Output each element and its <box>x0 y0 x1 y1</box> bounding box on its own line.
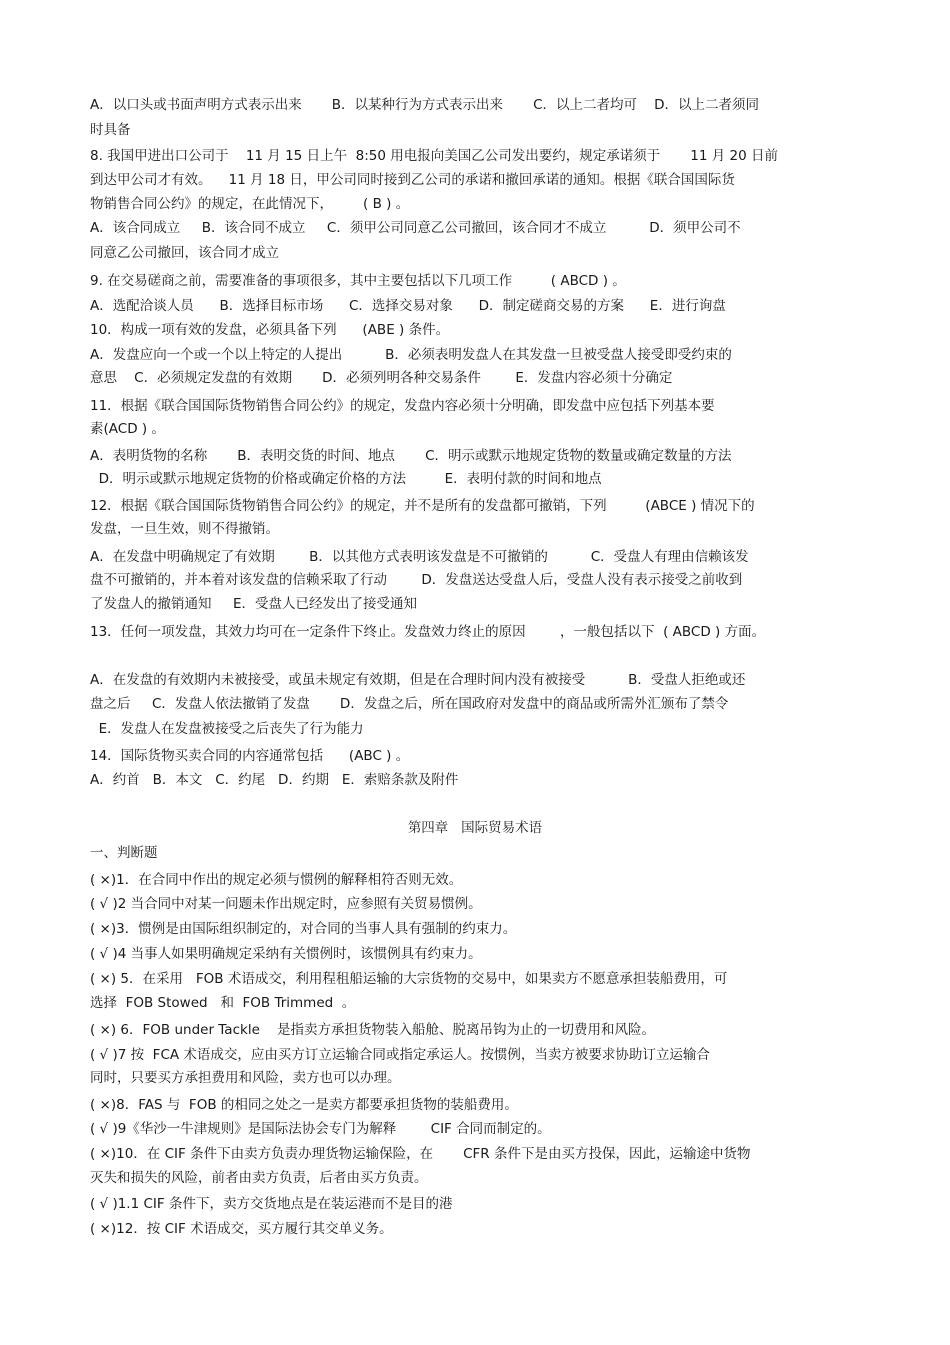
text-line: ( √ )7 按 FCA 术语成交，应由买方订立运输合同或指定承运人。按惯例，当卖方被要求协助订立运输合 <box>90 1047 710 1063</box>
text-line: E．发盘人在发盘被接受之后丧失了行为能力 <box>90 721 364 737</box>
text-line: A．以口头或书面声明方式表示出来 B．以某种行为方式表示出来 C．以上二者均可 D．以上二者须同 <box>90 97 760 113</box>
text-line: A．该合同成立 B．该合同不成立 C．须甲公司同意乙公司撤回，该合同才不成立 D．须甲公司不 <box>90 220 741 236</box>
text-line: ( ×) 5．在采用 FOB 术语成交，利用程租船运输的大宗货物的交易中，如果卖方不愿意承担装船费用，可 <box>90 971 728 987</box>
text-line: ( ×)12．按 CIF 术语成交，买方履行其交单义务。 <box>90 1221 393 1237</box>
text-line: ( √ )2 当合同中对某一问题未作出规定时，应参照有关贸易惯例。 <box>90 896 482 912</box>
text-line: 盘不可撤销的，并本着对该发盘的信赖采取了行动 D．发盘送达受盘人后，受盘人没有表示接受之前收到 <box>90 572 743 588</box>
text-line: 到达甲公司才有效。 11 月 18 日，甲公司同时接到乙公司的承诺和撤回承诺的通知。根据《联合国国际货 <box>90 172 735 188</box>
text-line: 时具备 <box>90 122 131 138</box>
text-line: 同意乙公司撤回，该合同才成立 <box>90 245 279 261</box>
text-line: ( √ )4 当事人如果明确规定采纳有关惯例时，该惯例具有约束力。 <box>90 946 482 962</box>
text-line: 11．根据《联合国国际货物销售合同公约》的规定，发盘内容必须十分明确，即发盘中应包括下列基本要 <box>90 398 715 414</box>
text-line: A．在发盘中明确规定了有效期 B．以其他方式表明该发盘是不可撤销的 C．受盘人有理由信赖该发 <box>90 549 749 565</box>
text-line: 素(ACD ) 。 <box>90 421 165 437</box>
text-line: 盘之后 C．发盘人依法撤销了发盘 D．发盘之后，所在国政府对发盘中的商品或所需外汇颁布了禁令 <box>90 696 729 712</box>
text-line: A．在发盘的有效期内未被接受，或虽未规定有效期，但是在合理时间内没有被接受 B．受盘人拒绝或还 <box>90 672 746 688</box>
text-line: ( √ )1.1 CIF 条件下，卖方交货地点是在装运港而不是目的港 <box>90 1196 453 1212</box>
text-line: 发盘，一旦生效，则不得撤销。 <box>90 521 279 537</box>
section-heading: 一、判断题 <box>90 845 158 861</box>
text-line: 灭失和损失的风险，前者由卖方负责，后者由买方负责。 <box>90 1170 428 1186</box>
text-line: ( √ )9《华沙一牛津规则》是国际法协会专门为解释 CIF 合同而制定的。 <box>90 1121 551 1137</box>
text-line: 9. 在交易磋商之前，需要准备的事项很多，其中主要包括以下几项工作 ( ABCD ) 。 <box>90 273 626 289</box>
text-line: ( ×)3．惯例是由国际组织制定的，对合同的当事人具有强制的约束力。 <box>90 921 517 937</box>
text-line: A．发盘应向一个或一个以上特定的人提出 B．必须表明发盘人在其发盘一旦被受盘人接受即受约束的 <box>90 347 732 363</box>
chapter-title: 第四章 国际贸易术语 <box>407 820 543 836</box>
text-line: A．约首 B．本文 C．约尾 D．约期 E．索赔条款及附件 <box>90 772 459 788</box>
text-line: D．明示或默示地规定货物的价格或确定价格的方法 E．表明付款的时间和地点 <box>90 471 602 487</box>
text-line: ( ×)8．FAS 与 FOB 的相同之处之一是卖方都要承担货物的装船费用。 <box>90 1097 518 1113</box>
text-line: ( ×) 6．FOB under Tackle 是指卖方承担货物装入船舱、脱离吊钩为止的一切费用和风险。 <box>90 1022 656 1038</box>
text-line: 12．根据《联合国国际货物销售合同公约》的规定，并不是所有的发盘都可撤销，下列 (ABCE ) 情况下的 <box>90 498 755 514</box>
text-line: 物销售合同公约》的规定，在此情况下， ( B ) 。 <box>90 196 410 212</box>
text-line: A．选配洽谈人员 B．选择目标市场 C．选择交易对象 D．制定磋商交易的方案 E．进行询盘 <box>90 298 726 314</box>
text-line: ( ×)10．在 CIF 条件下由卖方负责办理货物运输保险，在 CFR 条件下是由买方投保，因此，运输途中货物 <box>90 1146 751 1162</box>
text-line: 14．国际货物买卖合同的内容通常包括 (ABC ) 。 <box>90 748 410 764</box>
text-line: 10．构成一项有效的发盘，必须具备下列 (ABE ) 条件。 <box>90 322 450 338</box>
text-line: ( ×)1．在合同中作出的规定必须与惯例的解释相符否则无效。 <box>90 872 463 888</box>
text-line: 同时，只要买方承担费用和风险，卖方也可以办理。 <box>90 1070 401 1086</box>
text-line: 选择 FOB Stowed 和 FOB Trimmed 。 <box>90 995 356 1011</box>
text-line: 了发盘人的撤销通知 E．受盘人已经发出了接受通知 <box>90 596 417 612</box>
text-line: 意思 C．必须规定发盘的有效期 D．必须列明各种交易条件 E．发盘内容必须十分确定 <box>90 370 673 386</box>
text-line: 8. 我国甲进出口公司于 11 月 15 日上午 8:50 用电报向美国乙公司发出要约，规定承诺须于 11 月 20 日前 <box>90 148 779 164</box>
text-line: A．表明货物的名称 B．表明交货的时间、地点 C．明示或默示地规定货物的数量或确定数量的方法 <box>90 448 732 464</box>
text-line: 13．任何一项发盘，其效力均可在一定条件下终止。发盘效力终止的原因 ，一般包括以下 ( ABCD ) 方面。 <box>90 624 766 640</box>
